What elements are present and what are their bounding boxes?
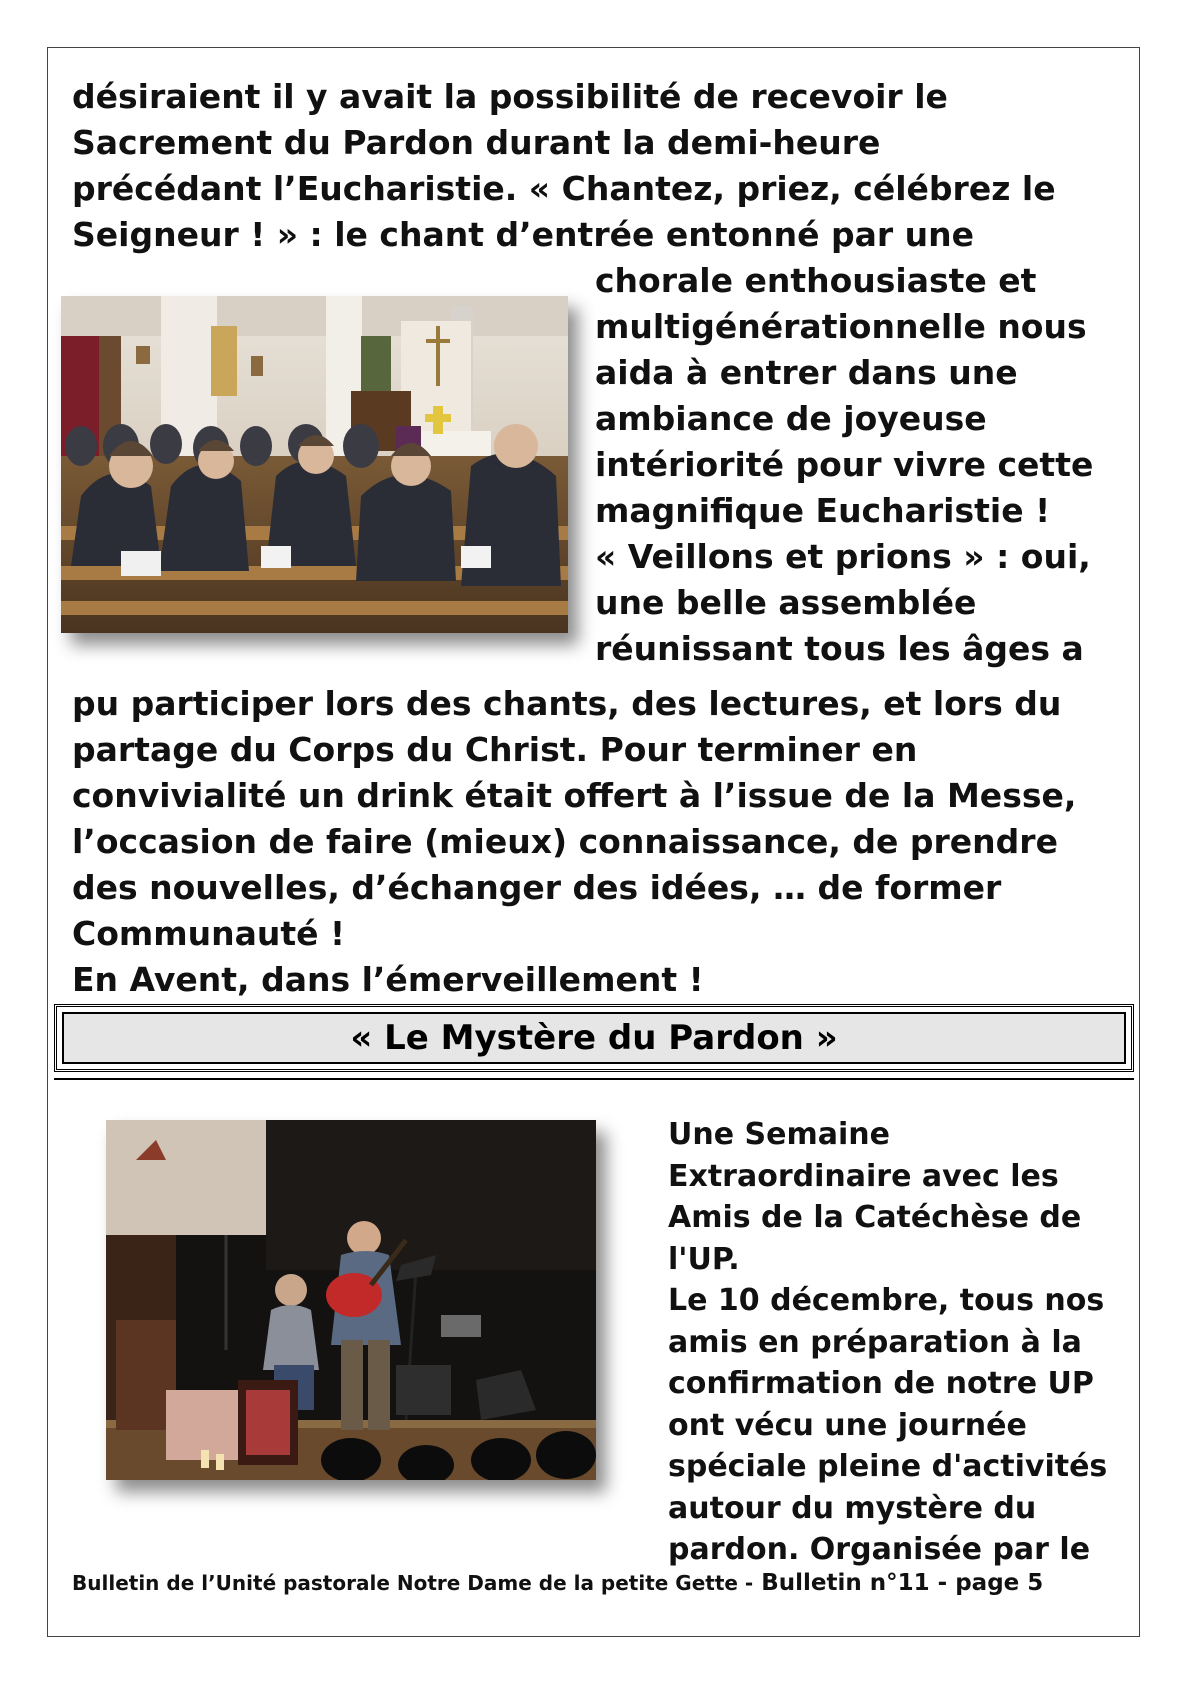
text-line: ambiance de joyeuse — [595, 399, 987, 438]
text-line: confirmation de notre UP — [668, 1366, 1094, 1401]
section-divider — [54, 1078, 1134, 1080]
section-title: « Le Mystère du Pardon » — [350, 1018, 838, 1058]
text-line: « Veillons et prions » : oui, — [595, 537, 1091, 576]
concert-photo — [106, 1120, 596, 1480]
church-mass-photo — [61, 296, 568, 633]
text-line: réunissant tous les âges a — [595, 629, 1084, 668]
text-line: pardon. Organisée par le — [668, 1532, 1091, 1567]
text-line: ont vécu une journée — [668, 1407, 1027, 1443]
text-line: Extraordinaire avec les — [668, 1158, 1059, 1194]
page-footer — [72, 1570, 1043, 1596]
text-line: convivialité un drink était offert à l’issue de la Messe, — [72, 776, 1077, 815]
text-line: spéciale pleine d'activités — [668, 1449, 1108, 1484]
church-photo-illustration — [61, 296, 568, 633]
text-line: aida à entrer dans une — [595, 353, 1018, 392]
text-line: Sacrement du Pardon durant la demi-heure — [72, 123, 881, 162]
text-line: l’occasion de faire (mieux) connaissance, de prendre — [72, 822, 1058, 861]
section-title-banner — [54, 1004, 1134, 1072]
text-line: partage du Corps du Christ. Pour terminer en — [72, 730, 918, 769]
text-line: chorale enthousiaste et — [595, 261, 1037, 300]
text-line: l'UP. — [668, 1241, 740, 1277]
text-line: amis en préparation à la — [668, 1324, 1082, 1360]
footer-page-number: Bulletin n°11 - page 5 — [753, 1570, 1044, 1596]
text-line: magnifique Eucharistie ! — [595, 491, 1051, 530]
article-bottom-text — [72, 681, 1076, 1003]
text-line: Seigneur ! » : le chant d’entrée entonné par une — [72, 215, 975, 254]
text-line: En Avent, dans l’émerveillement ! — [72, 960, 704, 999]
text-line: Une Semaine — [668, 1117, 890, 1152]
footer-bulletin-name: Bulletin de l’Unité pastorale Notre Dame de la petite Gette - — [72, 1571, 754, 1595]
text-line: pu participer lors des chants, des lectures, et lors du — [72, 684, 1062, 723]
text-line: désiraient il y avait la possibilité de recevoir le — [72, 77, 948, 116]
text-line: des nouvelles, d’échanger des idées, … de former — [72, 868, 1002, 907]
text-line: Amis de la Catéchèse de — [668, 1200, 1082, 1235]
article-side-text — [595, 258, 1093, 672]
text-line: Le 10 décembre, tous nos — [668, 1283, 1105, 1318]
text-line: une belle assemblée — [595, 583, 977, 622]
text-line: multigénérationnelle nous — [595, 307, 1087, 346]
text-line: Communauté ! — [72, 914, 346, 953]
text-line: précédant l’Eucharistie. « Chantez, priez, célébrez le — [72, 169, 1056, 208]
article-top-text — [72, 74, 1056, 258]
text-line: autour du mystère du — [668, 1490, 1037, 1526]
section2-text — [668, 1114, 1107, 1571]
text-line: intériorité pour vivre cette — [595, 445, 1094, 484]
section-title-box — [62, 1012, 1126, 1064]
concert-photo-illustration — [106, 1120, 596, 1480]
